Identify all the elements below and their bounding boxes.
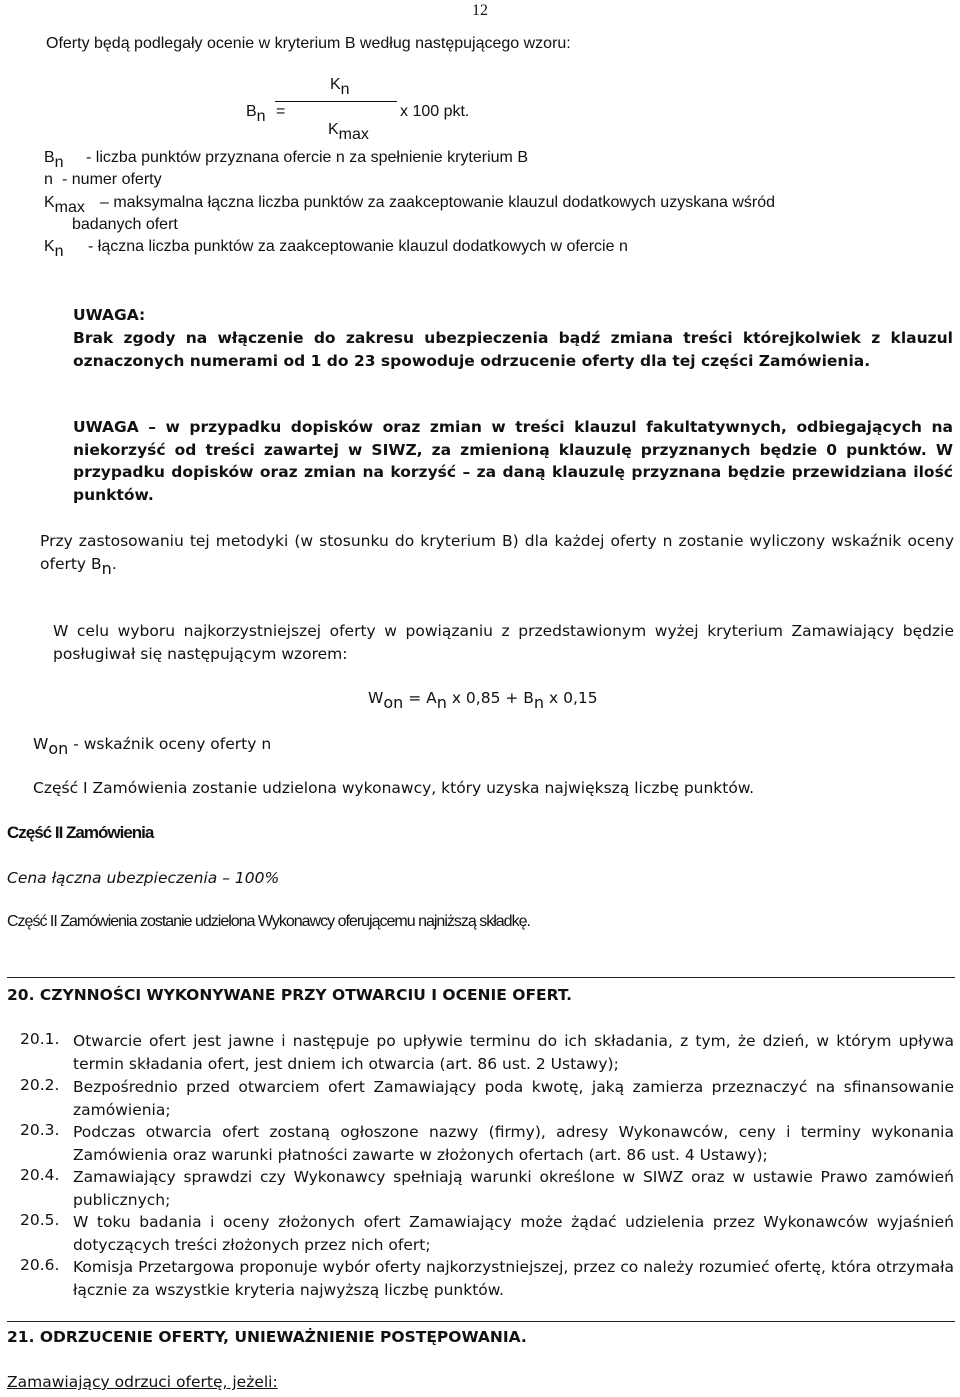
formula-b-multiplier: x 100 pkt. xyxy=(400,103,470,120)
part1-award: Część I Zamówienia zostanie udzielona wykonawcy, który uzyska największą liczbę punktów. xyxy=(33,779,755,797)
formula-w: $W_{on} = A_n$ x $0,85 + B_n$ x 0,15 xyxy=(368,689,598,712)
section-divider xyxy=(7,1321,955,1322)
legend-row: $K_n$ - łączna liczba punktów za zaakceptowanie klauzul dodatkowych w ofercie n xyxy=(44,238,628,260)
section-divider xyxy=(7,977,955,978)
won-legend: $W_{on}$ - wskaźnik oceny oferty n xyxy=(33,735,272,758)
rejection-intro: Zamawiający odrzuci ofertę, jeżeli: xyxy=(7,1373,278,1391)
page-number: 12 xyxy=(472,2,488,19)
legend-row-continuation: badanych ofert xyxy=(72,216,178,233)
legend-row: n - numer oferty xyxy=(44,171,162,188)
list-item: 20.3. Podczas otwarcia ofert zostaną ogłoszone nazwy (firmy), adresy Wykonawców, ceny i terminy wykonania Zamówienia oraz warunki płatności zawarte w złożonych ofertach (art. 86 ust. 4 Ustawy); xyxy=(20,1121,954,1164)
part2-award: Część II Zamówienia zostanie udzielona Wykonawcy oferującemu najniższą składkę. xyxy=(7,913,530,930)
list-item: 20.6. Komisja Przetargowa proponuje wybór oferty najkorzystniejszej, przez co należy rozumieć ofertę, która otrzymała łącznie za wszystkie kryteria najwyższą liczbę punktów. xyxy=(20,1256,954,1299)
section-20-title: 20. CZYNNOŚCI WYKONYWANE PRZY OTWARCIU I OCENIE OFERT. xyxy=(7,986,572,1004)
uwaga-title: UWAGA: xyxy=(73,306,146,324)
uwaga-paragraph: Brak zgody na włączenie do zakresu ubezpieczenia bądź zmiana treści którejkolwiek z klauzul oznaczonych numerami od 1 do 23 spowoduje odrzucenie oferty dla tej części Zamówienia. xyxy=(73,329,953,370)
uwaga-paragraph: UWAGA – w przypadku dopisków oraz zmian w treści klauzul fakultatywnych, odbiegających na niekorzyść od treści zawartej w SIWZ, za zmienioną klauzulę przyznanych będzie 0 punktów. W przypadku dopisków oraz zmian na korzyść – za daną klauzulę przyznana będzie przewidziana ilość punktów. xyxy=(73,418,953,504)
fraction-line xyxy=(275,101,397,102)
legend-row: $B_n$ - liczba punktów przyznana ofercie n za spełnienie kryterium B xyxy=(44,149,528,171)
list-item: 20.5. W toku badania i oceny złożonych ofert Zamawiający może żądać udzielenia przez Wykonawców wyjaśnień dotyczących treści złożonych przez nich ofert; xyxy=(20,1211,954,1254)
list-item: 20.4. Zamawiający sprawdzi czy Wykonawcy spełniają warunki określone w SIWZ oraz w ustawie Prawo zamówień publicznych; xyxy=(20,1166,954,1209)
formula-b-numerator: $K_n$ xyxy=(330,76,350,98)
section-21-title: 21. ODRZUCENIE OFERTY, UNIEWAŻNIENIE POSTĘPOWANIA. xyxy=(7,1328,527,1346)
legend-row: $K_{max}$ – maksymalna łączna liczba punktów za zaakceptowanie klauzul dodatkowych uzyskana wśród xyxy=(44,194,776,216)
selection-paragraph: W celu wyboru najkorzystniejszej oferty w powiązaniu z przedstawionym wyżej kryterium Zamawiający będzie posługiwał się następującym wzorem: xyxy=(53,622,954,663)
part2-heading: Część II Zamówienia xyxy=(7,823,154,842)
list-item: 20.1. Otwarcie ofert jest jawne i następuje po upływie terminu do ich składania, z tym, że dzień, w którym upływa termin składania ofert, jest dniem ich otwarcia (art. 86 ust. 2 Ustawy); xyxy=(20,1030,954,1073)
list-item: 20.2. Bezpośrednio przed otwarciem ofert Zamawiający poda kwotę, jaką zamierza przeznaczyć na sfinansowanie zamówienia; xyxy=(20,1076,954,1119)
intro-line: Oferty będą podlegały ocenie w kryterium B według następującego wzoru: xyxy=(46,35,571,52)
formula-b-denominator: $K_{max}$ xyxy=(328,121,369,143)
methodology-paragraph: Przy zastosowaniu tej metodyki (w stosunku do kryterium B) dla każdej oferty n zostanie wyliczony wskaźnik oceny oferty $B_n$. xyxy=(40,532,954,578)
part2-price-criterion: Cena łączna ubezpieczenia – 100% xyxy=(7,869,280,887)
formula-b-lhs: $B_n$ = xyxy=(246,103,286,125)
